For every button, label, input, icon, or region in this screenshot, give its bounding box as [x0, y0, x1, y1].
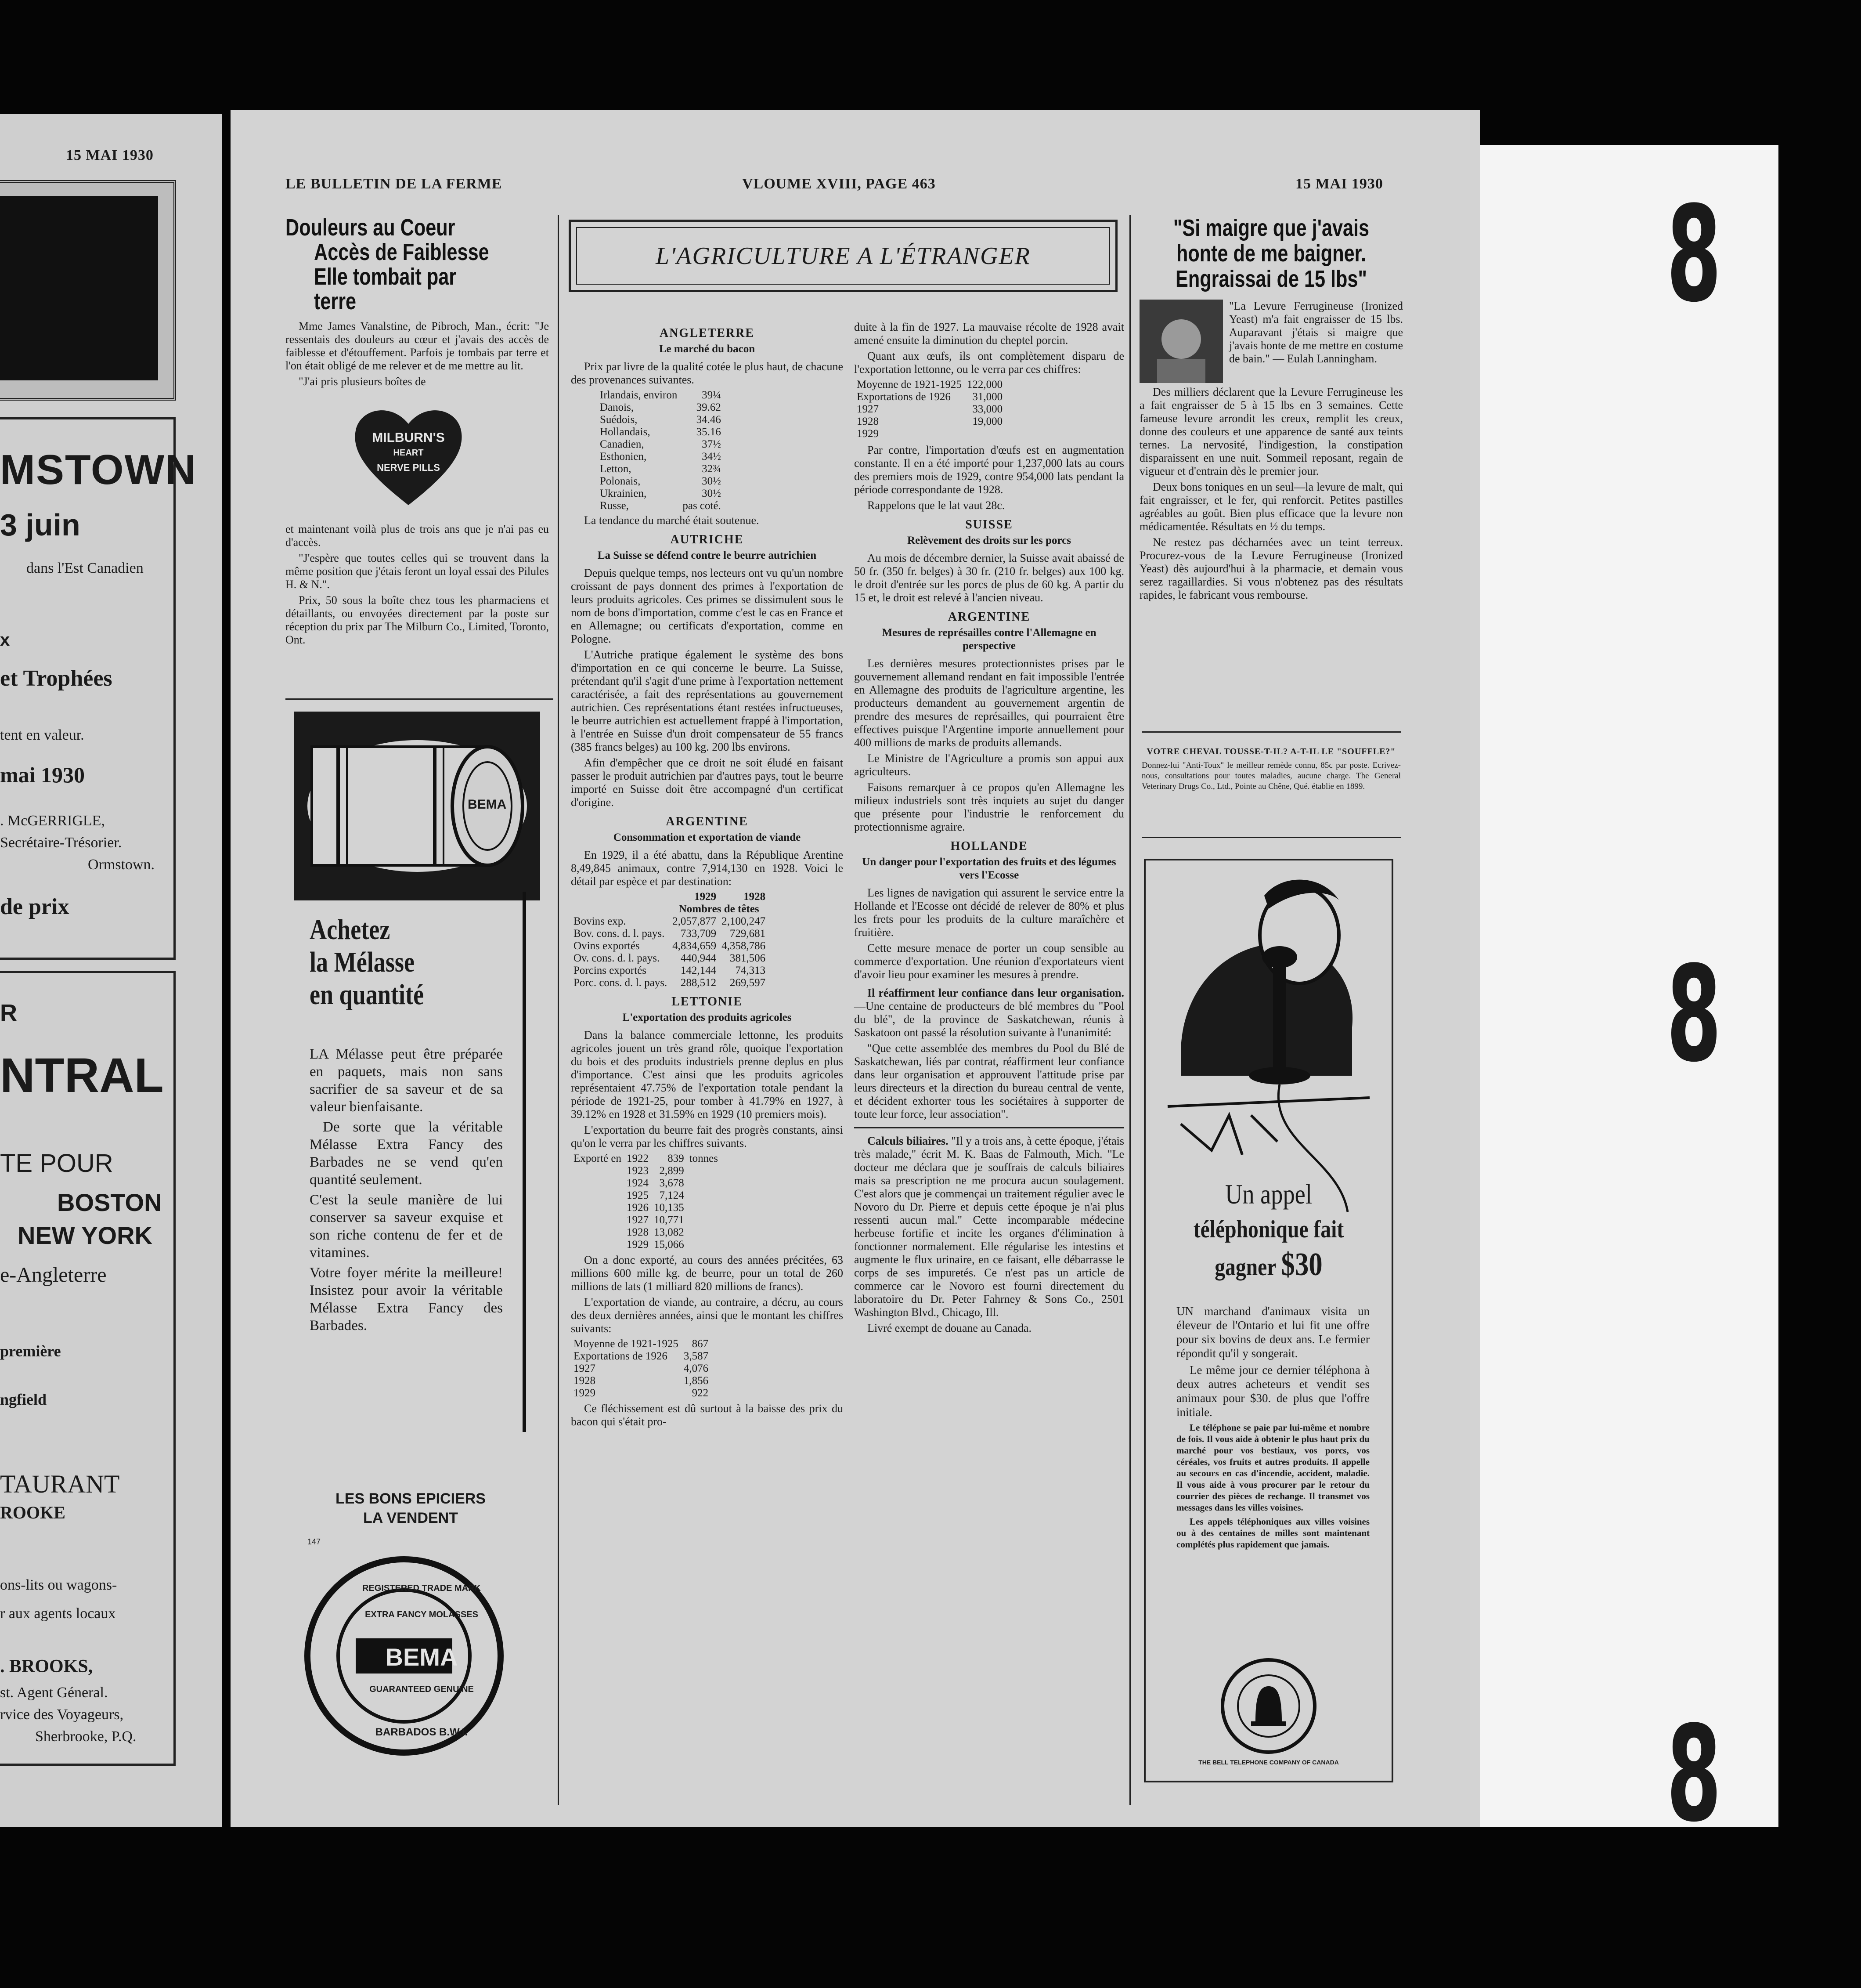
ad-footer: LA VENDENT — [363, 1510, 458, 1526]
table-cell-label: Moyenne de 1921-1925 — [573, 1338, 678, 1350]
table-cell-price: 35.16 — [696, 426, 721, 438]
ad-code: 147 — [307, 1537, 321, 1546]
table-cell-year: 1928 — [626, 1226, 649, 1238]
article-lead: Il réaffirment leur confiance dans leur organisation. — [867, 987, 1124, 999]
table-cell-price: 39¼ — [702, 389, 721, 401]
divider — [285, 698, 553, 700]
article-paragraph: L'exportation du beurre fait des progrès constants, ainsi qu'on le verra par les chiffres suivants. — [571, 1124, 843, 1149]
table-row — [571, 1177, 721, 1189]
table-cell-year: 1925 — [626, 1189, 649, 1201]
table-cell-category: Ov. cons. d. l. pays. — [573, 952, 660, 964]
ad-headline: Engraissai de 15 lbs" — [1176, 266, 1367, 292]
table-cell-origin: Suédois, — [600, 414, 638, 426]
ad-paragraph: et maintenant voilà plus de trois ans que je n'ai pas eu d'accès. — [285, 523, 549, 549]
article-paragraph: La tendance du marché était soutenue. — [584, 514, 759, 527]
article-paragraph: Par contre, l'importation d'œufs est en augmentation constante. Il en a été importé pour 1,237,000 lats au cours des premiers mois de 1929, contre 954,000 lats pendant la période correspondante de 1928. — [854, 444, 1124, 496]
article-paragraph: En 1929, il a été abattu, dans la République Arentine 8,49,845 animaux, contre 7,914,130 en 1928. Voici le détail par espèce et par destination: — [571, 849, 843, 888]
table-cell-origin: Russe, — [600, 500, 629, 512]
ad-paragraph: Donnez-lui "Anti-Toux" le meilleur remède connu, 85c par poste. Ecrivez-nous, consultations pour toutes maladies, aucune charge. The General Veterinary Drugs Co., Ltd., Pointe au Chêne, Qué. établie en 1899. — [1142, 761, 1401, 791]
section-subtitle: Le marché du bacon — [659, 343, 755, 355]
table-cell-value: 2,100,247 — [721, 915, 766, 927]
table-cell-value: 74,313 — [735, 965, 766, 976]
table-row — [571, 1226, 721, 1239]
table-row — [571, 1165, 721, 1177]
article-paragraph: Prix par livre de la qualité cotée le plus haut, de chacune des provenances suivantes. — [571, 360, 843, 386]
column-agriculture-2 — [854, 321, 1124, 1337]
article-paragraph: Depuis quelque temps, nos lecteurs ont vu qu'un nombre croissant de pays donnent des primes à l'exportation de leurs produits agricoles. Ces primes se dissimulent sous le nom de bons d'importation, comme c'est le cas en France et en Allemagne; ou certificats d'exportation, comme en Pologne. — [571, 567, 843, 645]
article-paragraph: —Une centaine de producteurs de blé membres du "Pool du blé", de la province de Saskatchewan, réunis à Saskatoon ont passé la résolution suivante à l'unanimité: — [854, 1000, 1124, 1039]
ad-paragraph: Deux bons toniques en un seul—la levure de malt, qui fait engraisser, et le fer, qui renforcit. Petites pastilles agréables au goût. Bien plus efficace que la levure non médicamentée. Résultats en ½ du temps. — [1140, 481, 1403, 533]
table-row — [571, 1214, 721, 1226]
testimonial: "La Levure Ferrugineuse (Ironized Yeast) m'a fait engraisser de 15 lbs. Auparavant j'étais si maigre que j'avais honte de me mettre en costume de bain." — Eulah Lanningham. — [1229, 300, 1403, 365]
table-row — [571, 940, 768, 952]
telephone-ad — [1144, 859, 1393, 1782]
ad-headline: "Si maigre que j'avais — [1173, 215, 1370, 241]
heart-text: HEART — [393, 448, 424, 458]
table-cell-year: 1924 — [626, 1177, 649, 1189]
column-agriculture-1 — [571, 321, 843, 1431]
table-row — [571, 1202, 721, 1214]
article-paragraph: "Il y a trois ans, à cette époque, j'étais très malade," écrit M. K. Baas de Falmouth, Mich. "Le docteur me déclara que je souffrais de calculs biliaires mais sa prescription ne me procura aucun soulagement. C'est alors que je commençai un traitement régulier avec le Novoro du Dr. Pierre et depuis cette époque je n'ai plus ressenti aucun mal." Cette incomparable médecine herbeuse fortifie et incite les organes d'élimination à fonctionner normalement. Elle régularise les intestins et augmente le flux urinaire, en ce faisant, elle débarrasse le corps de ses impuretés. Ce n'est pas un article de commerce car le Novoro est fourni directement du laboratoire du Dr. Peter Fahrney & Sons Co., 2501 Washington Blvd., Chicago, Ill. — [854, 1135, 1124, 1319]
ad-headline: Douleurs au Coeur — [285, 214, 455, 241]
article-paragraph: Rappelons que le lat vaut 28c. — [867, 499, 1005, 512]
melasse-ad — [294, 712, 545, 1788]
article-paragraph: L'exportation de viande, au contraire, a décru, au cours des deux dernières années, ainsi que le montant les chiffres suivants: — [571, 1296, 843, 1335]
pour-stream — [523, 892, 526, 1432]
table-cell-year: 1922 — [626, 1153, 649, 1164]
table-row — [571, 1375, 711, 1387]
banner-title: L'AGRICULTURE A L'ÉTRANGER — [576, 227, 1110, 285]
article-paragraph: Quant aux œufs, ils ont complètement disparu de l'exportation lettonne, ou le verra par ces chiffres: — [854, 350, 1124, 376]
seal-text: BARBADOS B.W.I. — [375, 1726, 468, 1738]
table-cell-label: 1927 — [857, 403, 879, 415]
table-cell-value: 4,834,659 — [672, 940, 717, 952]
table-cell-origin: Danois, — [600, 401, 634, 413]
butter-export-table — [571, 1153, 721, 1251]
table-row — [854, 428, 1005, 440]
table-cell-price: 32¾ — [702, 463, 721, 475]
article-paragraph: Livré exempt de douane au Canada. — [867, 1322, 1031, 1334]
table-cell-price: 39.62 — [696, 401, 721, 413]
ad-paragraph: LA Mélasse peut être préparée en paquets, mais non sans sacrifier de sa saveur et de sa valeur bienfaisante. — [310, 1046, 503, 1115]
table-cell-value: 7,124 — [659, 1189, 684, 1201]
table-row — [597, 426, 724, 438]
article-paragraph: "Que cette assemblée des membres du Pool du Blé de Saskatchewan, liés par contrat, réaffirment leur confiance dans leur organisation et approuvent l'attitude prise par leurs directeurs et la direction du bureau central de vente, et décident exhorter tous les sociétaires à supporter de toute leur force, leur association". — [854, 1042, 1124, 1121]
ad-paragraph: Prix, 50 sous la boîte chez tous les pharmaciens et détaillants, ou envoyées directement par la poste sur réception du prix par The Milburn Co., Limited, Toronto, Ont. — [285, 594, 549, 646]
ad-paragraph: "J'ai pris plusieurs boîtes de — [299, 375, 426, 388]
table-cell-category: Porc. cons. d. l. pays. — [573, 977, 667, 989]
table-cell-label: 1929 — [857, 428, 879, 440]
film-margin-strip — [1480, 145, 1778, 1827]
table-cell-value: 122,000 — [967, 379, 1003, 390]
table-cell-value: 10,135 — [653, 1202, 684, 1214]
section-subtitle: Mesures de représailles contre l'Allemagne en perspective — [882, 627, 1096, 652]
table-cell-blank — [571, 1177, 624, 1189]
table-cell-category: Porcins exportés — [573, 965, 646, 976]
section-title: SUISSE — [965, 518, 1013, 531]
table-cell-year: 1927 — [626, 1214, 649, 1226]
ad-amount: $30 — [1281, 1247, 1323, 1283]
article-paragraph: Les lignes de navigation qui assurent le service entre la Hollande et l'Ecosse ont décidé de relever de 80% et plus les frets pour les produits de la culture maraîchère et fruitière. — [854, 886, 1124, 939]
table-cell-label: Exportations de 1926 — [857, 391, 951, 403]
horse-ad — [1142, 747, 1401, 792]
section-title: AUTRICHE — [670, 533, 744, 546]
article-paragraph: Afin d'empêcher que ce droit ne soit éludé en faisant passer le produit autrichien par d'autres pays, tout le beurre importé en Suisse doit être accompagné d'un certificat d'origine. — [571, 756, 843, 809]
table-cell-blank — [571, 1214, 624, 1226]
table-row — [571, 977, 768, 989]
table-cell-value: 867 — [692, 1338, 709, 1350]
heart-text: NERVE PILLS — [377, 462, 440, 473]
article-paragraph: Faisons remarquer à ce propos qu'en Allemagne les milieux industriels sont très inquiets au sujet du danger que présente pour l'industrie le renforcement du protectionnisme agraire. — [854, 781, 1124, 833]
table-cell-value: 729,681 — [729, 928, 766, 940]
left-ad-central: R NTRAL TE POUR BOSTON NEW YORK e-Angleterre première ngfield TAURANT ROOKE ons-lits ou wagons- r aux agents locaux . BROOKS, st. Agent Géneral. rvice des Voyageurs, Sherbrooke, P.Q. — [0, 971, 176, 1766]
livestock-table — [571, 891, 768, 989]
table-cell-year: 1923 — [626, 1165, 649, 1177]
table-row — [597, 451, 724, 463]
ad-paragraph: Le même jour ce dernier téléphona à deux autres acheteurs et vendit ses animaux pour $30. de plus que l'offre initiale. — [1176, 1363, 1370, 1419]
table-cell-value: 3,678 — [659, 1177, 684, 1189]
ad-paragraph: UN marchand d'animaux visita un éleveur de l'Ontario et lui fit une offre pour six bovins de deux ans. Le fermier répondit qu'il y songerait. — [1176, 1305, 1370, 1360]
issue-date: 15 MAI 1930 — [1295, 176, 1383, 192]
table-cell-value: 440,944 — [680, 952, 717, 964]
article-paragraph: Le Ministre de l'Agriculture a promis son appui aux agriculteurs. — [854, 752, 1124, 778]
heart-text: MILBURN'S — [372, 430, 445, 445]
ad-headline: honte de me baigner. — [1176, 240, 1367, 267]
ad-paragraph: Ne restez pas décharnées avec un teint terreux. Procurez-vous de la Levure Ferrugineuse (Ironized Yeast) dès aujourd'hui à la pharmacie, et demain vous serez ragaillardies. Si vous n'obtenez pas des résultats rapides, le fabricant vous rembourse. — [1140, 536, 1403, 601]
table-cell-label: Exporté en — [573, 1153, 621, 1164]
column-header: 1928 — [743, 891, 766, 903]
section-title: LETTONIE — [671, 995, 743, 1008]
ad-headline: téléphonique fait — [1193, 1216, 1344, 1243]
table-cell-blank — [571, 1165, 624, 1177]
table-row — [571, 915, 768, 928]
table-row — [597, 414, 724, 426]
table-cell-price: pas coté. — [682, 500, 721, 512]
section-subtitle: La Suisse se défend contre le beurre autrichien — [597, 549, 817, 561]
seal-text: EXTRA FANCY MOLASSES — [365, 1610, 478, 1619]
table-cell-origin: Irlandais, environ — [600, 389, 678, 401]
table-cell-category: Bovins exp. — [573, 915, 626, 927]
table-cell-price: 30½ — [702, 488, 721, 499]
table-cell-unit: tonnes — [689, 1153, 718, 1164]
ad-headline: Un appel — [1225, 1178, 1312, 1210]
article-paragraph: On a donc exporté, au cours des années précitées, 63 millions 600 mille kg. de beurre, pour un total de 260 millions de lats (1 milliard 820 millions de francs). — [571, 1254, 843, 1293]
ad-paragraph: Le téléphone se paie par lui-même et nombre de fois. Il vous aide à obtenir le plus haut prix du marché pour vos bestiaux, vos porcs, vos céréales, vos fruits et autres produits. Il appelle au secours en cas d'incendie, accident, maladie. Il vous aide à vous procurer par le retour du courrier des pièces de rechange. Il transmet vos messages dans les villes voisines. — [1176, 1422, 1370, 1513]
table-cell-year: 1929 — [626, 1239, 649, 1251]
table-cell-value: 4,076 — [683, 1363, 709, 1374]
table-row — [597, 500, 724, 512]
divider — [854, 1127, 1124, 1128]
section-subtitle: Un danger pour l'exportation des fruits et des légumes vers l'Ecosse — [862, 856, 1116, 881]
table-cell-label: 1929 — [573, 1387, 595, 1399]
table-cell-value: 33,000 — [972, 403, 1003, 415]
article-paragraph: L'Autriche pratique également le système des bons d'importation en ce qui concerne le beurre. La Suisse, prétendant qu'il s'agit d'une prime à l'exportation nettement caractérisée, a fait des représentations au gouvernement autrichien. Ces représentations étant restées infructueuses, le beurre autrichien est actuellement frappé à l'importation, à l'entrée en Suisse d'un droit compensateur de 55 francs (385 francs belges) au 100 kg. 200 lbs environs. — [571, 648, 843, 753]
ad-headline: la Mélasse — [310, 946, 415, 978]
table-row — [571, 1153, 721, 1165]
ad-paragraph: C'est la seule manière de lui conserver sa saveur exquise et son riche contenu de fer et de vitamines. — [310, 1192, 503, 1261]
article-paragraph: Cette mesure menace de porter un coup sensible au commerce d'exportation. Une réunion d'exportateurs vient d'avoir lieu pour examiner les mesures à prendre. — [854, 942, 1124, 981]
table-cell-label: 1927 — [573, 1363, 595, 1374]
table-cell-label: Exportations de 1926 — [573, 1350, 667, 1362]
column-caption: Nombres de têtes — [678, 903, 759, 915]
table-cell-blank — [571, 1239, 624, 1251]
table-cell-value: 4,358,786 — [721, 940, 766, 952]
table-cell-price: 37½ — [702, 438, 721, 450]
table-row — [571, 1189, 721, 1202]
table-cell-origin: Ukrainien, — [600, 488, 647, 499]
seal-brand: BEMA — [385, 1643, 458, 1671]
barrel-label: BEMA — [468, 797, 507, 812]
table-row — [854, 391, 1005, 403]
table-row — [597, 488, 724, 500]
table-row — [854, 403, 1005, 416]
ad-headline: en quantité — [310, 979, 424, 1011]
table-row — [571, 952, 768, 965]
table-row — [597, 438, 724, 451]
table-cell-value: 2,057,877 — [672, 915, 717, 927]
article-paragraph: Dans la balance commerciale lettonne, les produits agricoles jouent un très grand rôle, quoique l'exportation du bois et des produits industriels prenne deplus en plus d'importance. C'est ainsi que les produits agricoles représentaient 47.75% de l'exportation totale pendant la période de 1921-25, pour tomber à 41.79% en 1927, à 39.12% en 1928 et 31.59% en 1929 (10 premiers mois). — [571, 1029, 843, 1121]
milburn-ad — [285, 215, 549, 649]
left-ad-ormstown: MSTOWN 3 juin dans l'Est Canadien x et Trophées tent en valeur. mai 1930 . McGERRIGLE, Secrétaire-Trésorier. Ormstown. de prix — [0, 417, 176, 960]
meat-export-table — [571, 1338, 711, 1399]
table-row — [571, 928, 768, 940]
column-rule — [1129, 215, 1131, 1805]
table-cell-value: 31,000 — [972, 391, 1003, 403]
article-paragraph: Les dernières mesures protectionnistes prises par le gouvernement allemand rendant en fait impossible l'entrée en Allemagne des produits de l'agriculture argentine, les producteurs demandent au gouvernement argentin de prendre des mesures de représailles, qui pourraient être effectives puisque l'Argentine importe annuellement pour 400 millions de marks de produits allemands. — [854, 657, 1124, 749]
bell-logo-text: THE BELL TELEPHONE COMPANY OF CANADA — [1198, 1759, 1339, 1766]
portrait-icon — [1140, 300, 1223, 383]
ad-paragraph: Votre foyer mérite la meilleure! Insistez pour avoir la véritable Mélasse Extra Fancy des Barbades. — [310, 1265, 503, 1334]
divider — [1142, 837, 1401, 838]
table-cell-label: 1928 — [573, 1375, 595, 1387]
article-paragraph: duite à la fin de 1927. La mauvaise récolte de 1928 avait amené ensuite la diminution du cheptel porcin. — [854, 321, 1124, 347]
table-cell-value: 19,000 — [972, 416, 1003, 427]
section-title: HOLLANDE — [950, 839, 1028, 853]
table-cell-blank — [571, 1189, 624, 1202]
table-cell-value: 13,082 — [653, 1226, 684, 1238]
left-top-ad-image — [0, 196, 158, 380]
table-cell-value: 269,597 — [729, 977, 766, 989]
table-cell-value: 381,506 — [729, 952, 766, 964]
egg-export-table — [854, 379, 1005, 440]
table-row — [597, 475, 724, 488]
table-cell-price: 30½ — [702, 475, 721, 487]
ad-headline: Achetez — [310, 914, 390, 946]
table-cell-blank — [571, 1226, 624, 1239]
section-subtitle: L'exportation des produits agricoles — [622, 1012, 792, 1023]
column-rule — [558, 215, 559, 1805]
table-cell-value: 10,771 — [653, 1214, 684, 1226]
table-cell-origin: Esthonien, — [600, 451, 647, 463]
column-header: 1929 — [694, 891, 717, 903]
table-row — [571, 965, 768, 977]
table-row — [571, 1387, 711, 1399]
table-row — [571, 1239, 721, 1251]
table-cell-value: 142,144 — [680, 965, 717, 976]
frame-marker: 8 — [1666, 178, 1722, 331]
portrait-photo — [1140, 300, 1223, 383]
table-cell-value: 2,899 — [659, 1165, 684, 1177]
seal-text: REGISTERED TRADE MARK — [362, 1583, 481, 1593]
divider — [1142, 731, 1401, 733]
table-cell-price: 34.46 — [696, 414, 721, 426]
table-cell-price: 34½ — [702, 451, 721, 463]
table-cell-origin: Hollandais, — [600, 426, 650, 438]
yeast-ad — [1140, 215, 1403, 604]
article-paragraph: Au mois de décembre dernier, la Suisse avait abaissé de 50 fr. (350 fr. belges) à 30 fr. (210 fr. belges) aux 100 kg. le droit d'entrée sur les porcs de plus de 60 kg. A partir du 15 et, le droit est relevé à l'ancien niveau. — [854, 552, 1124, 604]
volume-page: VLOUME XVIII, PAGE 463 — [742, 176, 936, 192]
table-cell-origin: Canadien, — [600, 438, 644, 450]
section-title: ARGENTINE — [666, 815, 748, 828]
article-lead: Calculs biliaires. — [867, 1135, 949, 1147]
ad-headline: gagner — [1215, 1254, 1276, 1281]
table-cell-value: 733,709 — [680, 928, 717, 940]
section-title: ARGENTINE — [948, 610, 1031, 624]
heart-logo — [285, 391, 549, 523]
section-title: ANGLETERRE — [659, 326, 755, 340]
table-cell-value: 839 — [667, 1153, 684, 1164]
ad-paragraph: Des milliers déclarent que la Levure Ferrugineuse les a fait engraisser de 5 à 15 lbs en 3 semaines. Cette fameuse levure arrondit les creux, remplit les creux, donne des couleurs et une apparence de santé aux teints ternes. La nervosité, l'indigestion, la constipation disparaissent en une nuit. Sommeil reposant, regain de vigueur et d'entrain dès le premier jour. — [1140, 386, 1403, 477]
seal-text: GUARANTEED GENUINE — [369, 1684, 474, 1694]
frame-marker: 8 — [1666, 1698, 1722, 1851]
table-row — [597, 463, 724, 475]
section-subtitle: Consommation et exportation de viande — [613, 831, 801, 843]
ad-headline: Accès de Faiblesse — [314, 239, 489, 265]
ad-paragraph: Les appels téléphoniques aux villes voisines ou à des centaines de milles sont maintenant complétés plus rapidement que jamais. — [1176, 1516, 1370, 1550]
table-cell-value: 1,856 — [683, 1375, 709, 1387]
table-row — [571, 1338, 711, 1350]
table-cell-origin: Letton, — [600, 463, 631, 475]
table-cell-category: Ovins exportés — [573, 940, 640, 952]
ad-footer: LES BONS EPICIERS — [335, 1490, 486, 1507]
table-row — [854, 379, 1005, 391]
masthead-title: LE BULLETIN DE LA FERME — [285, 176, 502, 192]
table-cell-label: Moyenne de 1921-1925 — [857, 379, 962, 390]
article-paragraph: Ce fléchissement est dû surtout à la baisse des prix du bacon qui s'était pro- — [571, 1402, 843, 1428]
left-top-ad-frame — [0, 180, 176, 401]
ad-headline: Elle tombait par terre — [314, 264, 457, 314]
ad-paragraph: "J'espère que toutes celles qui se trouvent dans la même position que j'étais feront un loyal essai des Pilules H. & N.". — [285, 552, 549, 591]
agriculture-banner — [569, 220, 1118, 292]
frame-marker: 8 — [1666, 938, 1722, 1091]
table-cell-value: 288,512 — [680, 977, 717, 989]
table-cell-blank — [571, 1202, 624, 1214]
left-page-date: 15 MAI 1930 — [66, 147, 154, 163]
table-cell-value — [964, 428, 1005, 440]
ad-headline: VOTRE CHEVAL TOUSSE-T-IL? A-T-IL LE "SOUFFLE?" — [1147, 747, 1396, 756]
bell-logo-icon — [1218, 1655, 1319, 1757]
table-cell-value: 3,587 — [683, 1350, 709, 1362]
ad-paragraph: Mme James Vanalstine, de Pibroch, Man., écrit: "Je ressentais des douleurs au cœur et j'avais des accès de faiblesse et d'étouffement. Parfois je tombais par terre et l'on était obligé de me relever et de me mettre au lit. — [285, 320, 549, 372]
table-cell-value: 922 — [692, 1387, 709, 1399]
table-cell-label: 1928 — [857, 416, 879, 427]
table-cell-origin: Polonais, — [600, 475, 641, 487]
section-subtitle: Relèvement des droits sur les porcs — [907, 535, 1071, 546]
table-row — [597, 389, 724, 401]
table-cell-value: 15,066 — [653, 1239, 684, 1251]
table-row — [571, 1363, 711, 1375]
table-row — [854, 416, 1005, 428]
table-cell-category: Bov. cons. d. l. pays. — [573, 928, 665, 940]
table-row — [597, 401, 724, 414]
table-row — [571, 1350, 711, 1363]
ad-paragraph: De sorte que la véritable Mélasse Extra Fancy des Barbades ne se vend qu'en quantité seulement. — [310, 1119, 503, 1188]
table-cell-year: 1926 — [626, 1202, 649, 1214]
bacon-price-table — [597, 389, 724, 512]
